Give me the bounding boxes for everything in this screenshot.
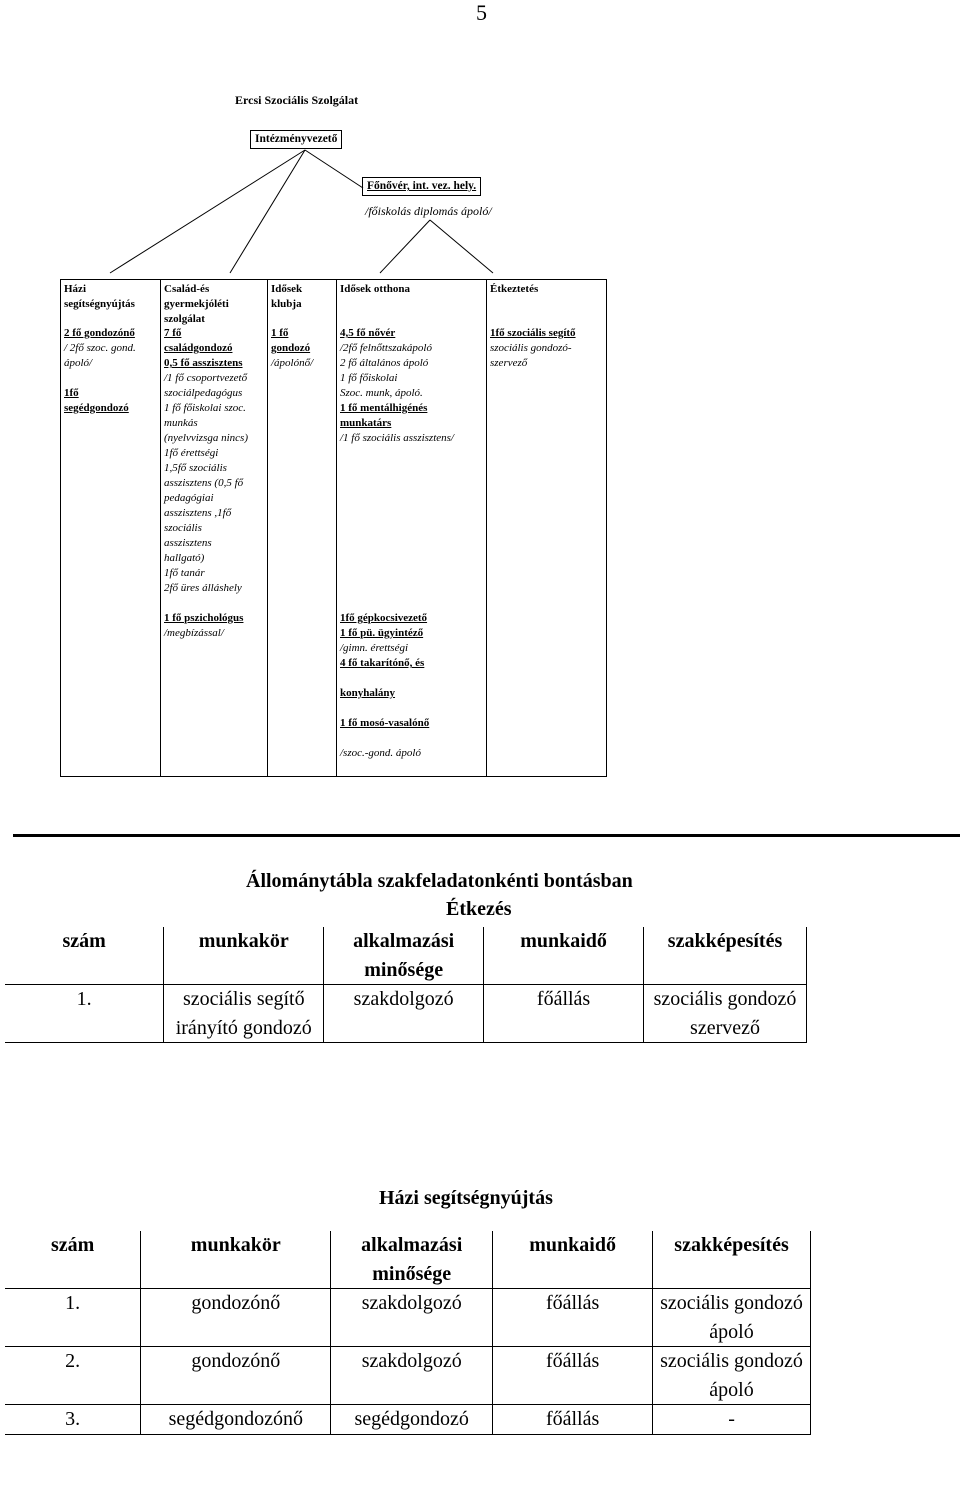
org-column-header-line: Házi xyxy=(64,283,86,295)
org-staff-entry: családgondozó xyxy=(164,342,233,354)
header-employment: alkalmazási minősége xyxy=(324,927,484,985)
org-staff-entry: munkás xyxy=(164,417,198,429)
org-staff-entry: 2 fő gondozónő xyxy=(64,327,135,339)
org-staff-entry: hallgató) xyxy=(164,552,205,564)
org-column-header xyxy=(340,282,483,326)
org-staff-entry: 1fő tanár xyxy=(164,567,205,579)
org-column-header xyxy=(271,282,333,326)
org-spacer xyxy=(340,491,483,506)
section-divider xyxy=(13,834,960,837)
table-row xyxy=(5,985,807,1043)
cell-qualification: - xyxy=(653,1405,811,1435)
cell-qualification: szociális gondozó ápoló xyxy=(653,1289,811,1347)
org-spacer xyxy=(340,731,483,746)
table1-subheading: Étkezés xyxy=(446,898,512,920)
cell-number: 1. xyxy=(5,985,164,1043)
org-spacer xyxy=(340,701,483,716)
org-spacer xyxy=(164,596,264,611)
org-column-header-line: Étkeztetés xyxy=(490,283,539,295)
org-spacer xyxy=(340,536,483,551)
table-row xyxy=(5,1347,811,1405)
org-spacer xyxy=(340,671,483,686)
org-column-home-care xyxy=(61,280,160,776)
org-column-header xyxy=(64,282,157,326)
org-head-box: Intézményvezető xyxy=(250,130,342,149)
table-header-row xyxy=(5,927,807,985)
org-staff-entry: segédgondozó xyxy=(64,402,129,414)
org-nurse-box: Főnővér, int. vez. hely. xyxy=(362,177,481,196)
org-column-header-line: segítségnyújtás xyxy=(64,298,135,310)
org-column-header xyxy=(490,282,604,326)
cell-number: 3. xyxy=(5,1405,141,1435)
page-number: 5 xyxy=(476,0,487,25)
table1-heading: Állománytábla szakfeladatonkénti bontásban xyxy=(246,870,633,892)
org-staff-entry: konyhalány xyxy=(340,687,396,699)
org-staff-entry: /2fő felnőttszakápoló xyxy=(340,342,432,354)
cell-employment: szakdolgozó xyxy=(331,1347,493,1405)
header-worktime: munkaidő xyxy=(493,1231,653,1289)
org-staff-entry: 1 fő pszichológus xyxy=(164,612,244,624)
org-staff-entry: asszisztens ,1fő xyxy=(164,507,232,519)
org-staff-entry: 1 fő főiskolai xyxy=(340,372,398,384)
org-staff-entry: 2 fő általános ápoló xyxy=(340,357,429,369)
cell-employment: szakdolgozó xyxy=(324,985,484,1043)
org-staff-entry: szervező xyxy=(490,357,528,369)
cell-job: gondozónő xyxy=(141,1347,331,1405)
org-staff-entry: szociálpedagógus xyxy=(164,387,243,399)
org-staff-entry: 1,5fő szociális xyxy=(164,462,227,474)
table2 xyxy=(5,1231,811,1435)
org-staff-entry: 1 fő mentálhigénés xyxy=(340,402,428,414)
table1 xyxy=(5,927,807,1043)
org-staff-entry: Szoc. munk, ápoló. xyxy=(340,387,423,399)
table-row xyxy=(5,1289,811,1347)
org-column-elderly-club xyxy=(267,280,336,776)
org-staff-entry: 1 fő xyxy=(271,327,289,339)
org-chart-title: Ercsi Szociális Szolgálat xyxy=(235,93,359,107)
table-header-row xyxy=(5,1231,811,1289)
org-staff-entry: / 2fő szoc. gond. xyxy=(64,342,136,354)
org-column-header-line: Család-és xyxy=(164,283,210,295)
org-staff-entry: 4,5 fő nővér xyxy=(340,327,396,339)
org-staff-entry: gondozó xyxy=(271,342,311,354)
org-spacer xyxy=(340,476,483,491)
cell-employment: segédgondozó xyxy=(331,1405,493,1435)
org-staff-entry: /1 fő szociális asszisztens/ xyxy=(340,432,454,444)
org-column-header-line: klubja xyxy=(271,298,302,310)
org-spacer xyxy=(340,596,483,611)
org-staff-entry: /1 fő csoportvezető xyxy=(164,372,248,384)
org-staff-entry: (nyelvvizsga nincs) xyxy=(164,432,248,444)
cell-worktime: főállás xyxy=(493,1405,653,1435)
org-staff-entry: 2fő üres álláshely xyxy=(164,582,242,594)
org-column-header-line: Idősek otthona xyxy=(340,283,410,295)
cell-worktime: főállás xyxy=(493,1347,653,1405)
table-row xyxy=(5,1405,811,1435)
org-staff-entry: 4 fő takarítónő, és xyxy=(340,657,425,669)
org-staff-entry: /ápolónő/ xyxy=(271,357,314,369)
org-staff-entry: munkatárs xyxy=(340,417,392,429)
org-staff-entry: szociális gondozó- xyxy=(490,342,572,354)
org-column-header-line: gyermekjóléti xyxy=(164,298,229,310)
org-units-grid xyxy=(60,279,607,777)
org-spacer xyxy=(340,566,483,581)
org-column-elderly-home xyxy=(336,280,486,776)
org-spacer xyxy=(340,581,483,596)
header-number: szám xyxy=(5,927,164,985)
org-staff-entry: 1 fő mosó-vasalónő xyxy=(340,717,430,729)
header-worktime: munkaidő xyxy=(484,927,644,985)
org-staff-entry: 1fő szociális segítő xyxy=(490,327,576,339)
header-employment: alkalmazási minősége xyxy=(331,1231,493,1289)
org-nurse-note: /főiskolás diplomás ápoló/ xyxy=(365,204,492,218)
org-staff-entry: pedagógiai xyxy=(164,492,214,504)
org-staff-entry: 1fő gépkocsivezető xyxy=(340,612,428,624)
org-staff-entry: 1fő xyxy=(64,387,79,399)
org-connector-lines xyxy=(0,0,960,300)
org-spacer xyxy=(64,371,157,386)
org-spacer xyxy=(340,461,483,476)
org-staff-entry: 7 fő xyxy=(164,327,182,339)
cell-qualification: szociális gondozó szervező xyxy=(644,985,807,1043)
header-job: munkakör xyxy=(164,927,324,985)
org-staff-entry: 0,5 fő asszisztens xyxy=(164,357,243,369)
org-column-header-line: szolgálat xyxy=(164,313,205,325)
org-column-header-line: Idősek xyxy=(271,283,303,295)
org-staff-entry: /megbízással/ xyxy=(164,627,224,639)
org-spacer xyxy=(340,521,483,536)
org-staff-entry: asszisztens xyxy=(164,537,212,549)
org-spacer xyxy=(340,446,483,461)
header-job: munkakör xyxy=(141,1231,331,1289)
org-staff-entry: 1 fő pü. ügyintéző xyxy=(340,627,424,639)
org-staff-entry: /szoc.-gond. ápoló xyxy=(340,747,421,759)
org-staff-entry: ápoló/ xyxy=(64,357,93,369)
org-staff-entry: asszisztens (0,5 fő xyxy=(164,477,244,489)
cell-number: 2. xyxy=(5,1347,141,1405)
header-number: szám xyxy=(5,1231,141,1289)
org-column-family-service xyxy=(160,280,267,776)
org-staff-entry: 1 fő főiskolai szoc. xyxy=(164,402,246,414)
cell-qualification: szociális gondozó ápoló xyxy=(653,1347,811,1405)
cell-employment: szakdolgozó xyxy=(331,1289,493,1347)
org-column-header xyxy=(164,282,264,326)
cell-worktime: főállás xyxy=(493,1289,653,1347)
org-column-catering xyxy=(486,280,607,776)
cell-number: 1. xyxy=(5,1289,141,1347)
cell-worktime: főállás xyxy=(484,985,644,1043)
org-staff-entry: szociális xyxy=(164,522,202,534)
cell-job: szociális segítő irányító gondozó xyxy=(164,985,324,1043)
header-qualification: szakképesítés xyxy=(653,1231,811,1289)
org-spacer xyxy=(340,506,483,521)
table2-heading: Házi segítségnyújtás xyxy=(379,1187,553,1209)
org-staff-entry: 1fő érettségi xyxy=(164,447,219,459)
org-spacer xyxy=(340,551,483,566)
cell-job: gondozónő xyxy=(141,1289,331,1347)
cell-job: segédgondozónő xyxy=(141,1405,331,1435)
org-staff-entry: /gimn. érettségi xyxy=(340,642,409,654)
header-qualification: szakképesítés xyxy=(644,927,807,985)
